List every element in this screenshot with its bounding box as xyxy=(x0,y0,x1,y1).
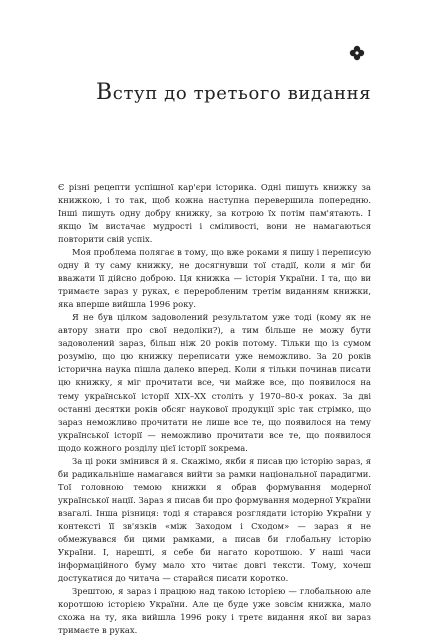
body-text xyxy=(58,181,371,637)
paragraph-2: Моя проблема полягає в тому, що вже роками я пишу і переписую одну й ту саму книжку, не досягнувши тої стадії, коли я міг би вважати її дійсно доброю. Ця книжка — історія України. І та, що ви тримаєте зараз у руках, є переробленим третім виданням книжки, яка вперше вийшла 1996 року. xyxy=(58,247,371,310)
chapter-title-initial: В xyxy=(96,80,113,105)
paragraph-4: За ці роки змінився й я. Скажімо, якби я писав цю історію зараз, я би радикальніше намагався вийти за рамки національної парадигми. Тої головною темою книжки я обрав формування модерної української нації. Зараз я писав би про формування модерної України взагалі. Інша різниця: тоді я старався розглядати історію України у контексті її зв'язків «між Заходом і Сходом» — зараз я не обмежувався би цими рамками, а писав би глобальну історію України. І, нарешті, я себе би нагато коротшою. У наші часи інформаційного буму мало хто читає довгі тексти. Тому, хочеш достукатися до читача — старайся писати коротко. xyxy=(58,455,371,583)
flower-ornament-icon xyxy=(349,45,365,61)
paragraph-1: Є різні рецепти успішної кар'єри історика. Одні пишуть книжку за книжкою, і то так, щоб кожна наступна перевершила попередню. Інші пишуть одну добру книжку, за котрою їх потім пам'ятають. І якщо їм вистачає мудрості і сміливості, вони не намагаються повторити свій успіх. xyxy=(58,182,371,245)
chapter-title-rest: ступ до третього видання xyxy=(112,83,372,104)
paragraph-3: Я не був цілком задоволений результатом уже тоді (кому як не автору знати про свої недоліки?), а тим більше не можу бути задоволений зараз, більш ніж 20 років потому. Тільки що із сумом розумію, що цю книжку переписати уже неможливо. За 20 років історична наука пішла далеко вперед. Коли я тільки починав писати цю книжку, я міг прочитати все, чи майже все, що появилося на тему української історії XIX–XX століть у 1970–80-х роках. За дві останні десятки років обсяг наукової продукції зріс так стрімко, що зараз неможливо прочитати не лише все те, що появилося на тему української історії — неможливо прочитати все те, що появилося щодо кожного розділу цієї історії зокрема. xyxy=(58,312,371,453)
paragraph-5: Зрештою, я зараз і працюю над такою історією — глобальною але коротшою історією України. Але це буде уже зовсім книжка, мало схожа на ту, яка вийшла 1996 року і третє видання якої ви зараз тримаєте в руках. xyxy=(58,585,371,636)
chapter-title xyxy=(96,80,396,105)
